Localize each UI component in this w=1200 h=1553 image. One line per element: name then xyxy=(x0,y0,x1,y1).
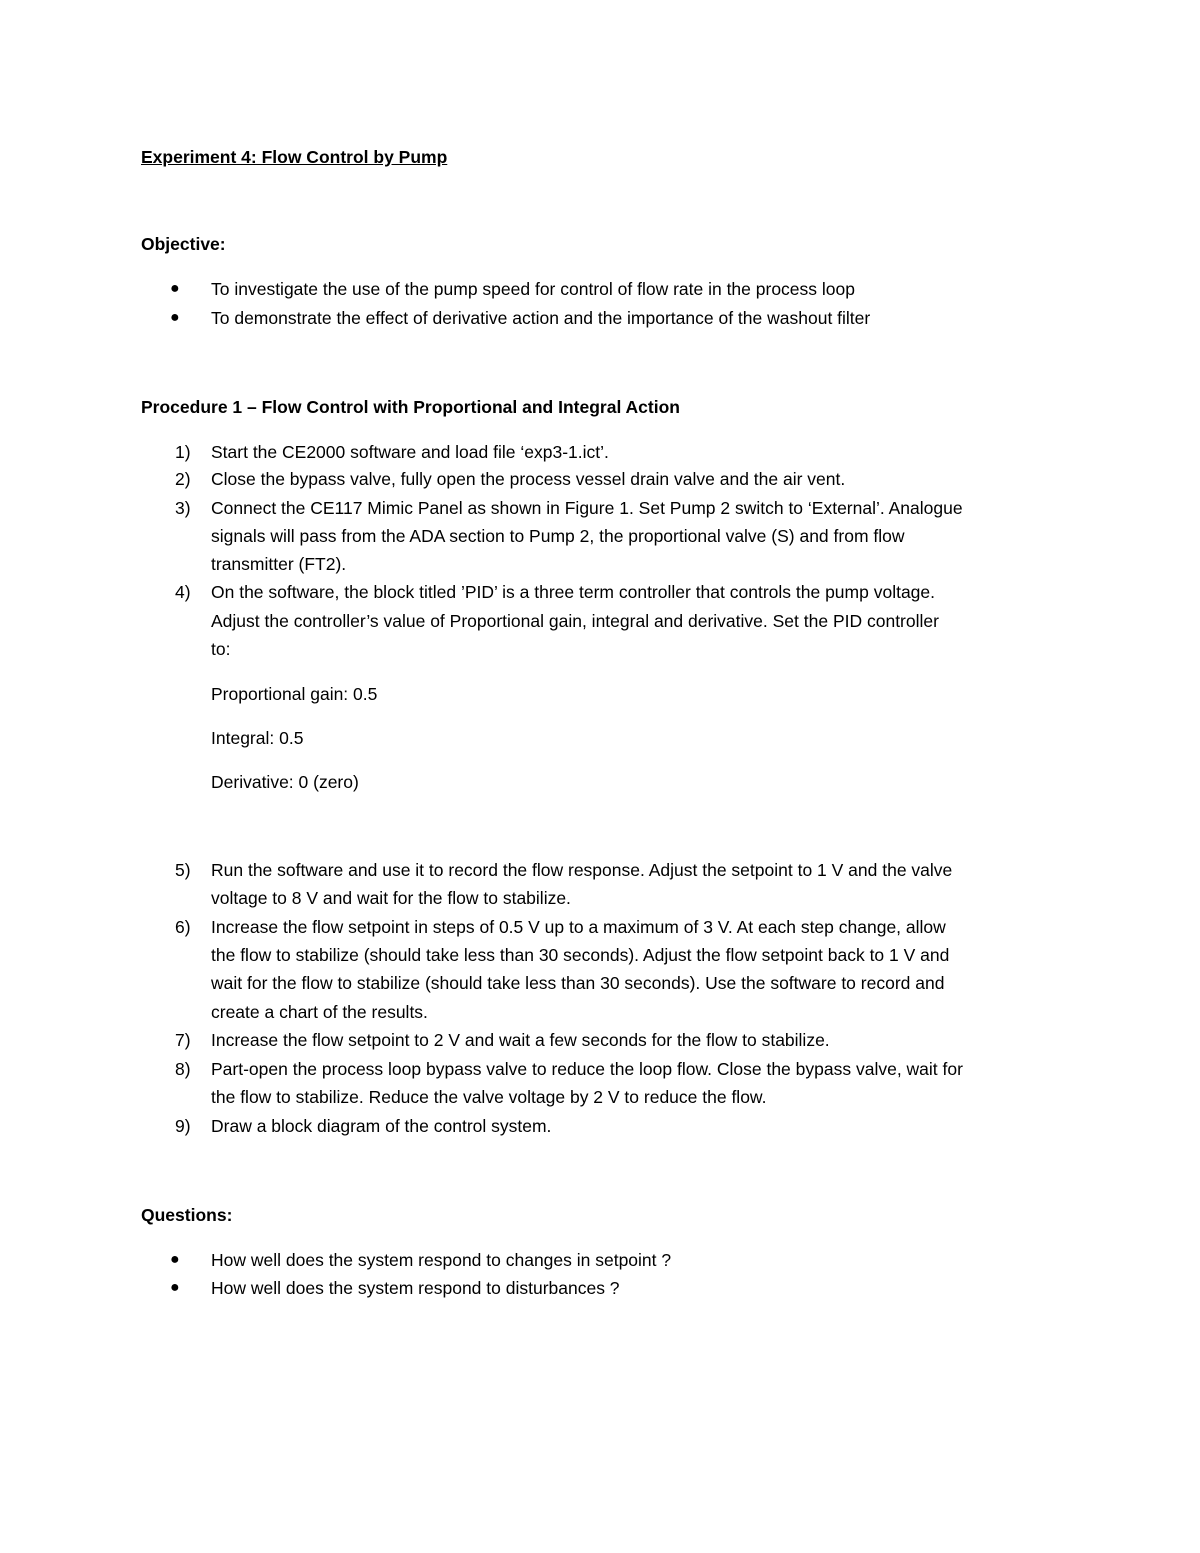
questions-heading: Questions: xyxy=(141,1205,233,1225)
step-3-line-3: transmitter (FT2). xyxy=(211,554,347,574)
setting-proportional-gain: Proportional gain: 0.5 xyxy=(211,684,378,704)
step-1-line-1: Start the CE2000 software and load file ‘exp3-1.ict’. xyxy=(211,442,609,462)
step-8-line-2: the flow to stabilize. Reduce the valve voltage by 2 V to reduce the flow. xyxy=(211,1087,767,1107)
step-4-line-1: On the software, the block titled ’PID’ is a three term controller that controls the pump voltage. xyxy=(211,582,936,602)
step-number: 9) xyxy=(175,1116,191,1136)
step-6-line-3: wait for the flow to stabilize (should take less than 30 seconds). Use the software to record and xyxy=(211,973,945,993)
setting-derivative: Derivative: 0 (zero) xyxy=(211,772,359,792)
step-3-line-1: Connect the CE117 Mimic Panel as shown in Figure 1. Set Pump 2 switch to ‘External’. Analogue xyxy=(211,498,963,518)
step-6-line-2: the flow to stabilize (should take less than 30 seconds). Adjust the flow setpoint back to 1 V and xyxy=(211,945,950,965)
bullet-icon: ● xyxy=(170,1279,180,1296)
step-2-line-1: Close the bypass valve, fully open the process vessel drain valve and the air vent. xyxy=(211,469,846,489)
step-4-line-3: to: xyxy=(211,639,231,659)
step-number: 8) xyxy=(175,1059,191,1079)
step-number: 7) xyxy=(175,1030,191,1050)
step-number: 4) xyxy=(175,582,191,602)
question-1: How well does the system respond to changes in setpoint ? xyxy=(211,1250,672,1270)
step-7-line-1: Increase the flow setpoint to 2 V and wait a few seconds for the flow to stabilize. xyxy=(211,1030,830,1050)
bullet-icon: ● xyxy=(170,1251,180,1268)
step-5-line-1: Run the software and use it to record the flow response. Adjust the setpoint to 1 V and the valve xyxy=(211,860,953,880)
step-9-line-1: Draw a block diagram of the control system. xyxy=(211,1116,552,1136)
question-2: How well does the system respond to disturbances ? xyxy=(211,1278,620,1298)
step-number: 2) xyxy=(175,469,191,489)
step-3-line-2: signals will pass from the ADA section to Pump 2, the proportional valve (S) and from flow xyxy=(211,526,905,546)
bullet-icon: ● xyxy=(170,280,180,297)
objective-bullet-1: To investigate the use of the pump speed for control of flow rate in the process loop xyxy=(211,279,855,299)
setting-integral: Integral: 0.5 xyxy=(211,728,304,748)
step-number: 3) xyxy=(175,498,191,518)
step-4-line-2: Adjust the controller’s value of Proportional gain, integral and derivative. Set the PID controller xyxy=(211,611,939,631)
step-number: 1) xyxy=(175,442,191,462)
document-title: Experiment 4: Flow Control by Pump xyxy=(141,147,448,167)
bullet-icon: ● xyxy=(170,309,180,326)
objective-heading: Objective: xyxy=(141,234,226,254)
step-8-line-1: Part-open the process loop bypass valve to reduce the loop flow. Close the bypass valve, wait for xyxy=(211,1059,963,1079)
procedure-heading: Procedure 1 – Flow Control with Proportional and Integral Action xyxy=(141,397,680,417)
step-6-line-4: create a chart of the results. xyxy=(211,1002,428,1022)
step-number: 5) xyxy=(175,860,191,880)
step-6-line-1: Increase the flow setpoint in steps of 0.5 V up to a maximum of 3 V. At each step change, allow xyxy=(211,917,946,937)
objective-bullet-2: To demonstrate the effect of derivative action and the importance of the washout filter xyxy=(211,308,871,328)
step-5-line-2: voltage to 8 V and wait for the flow to stabilize. xyxy=(211,888,571,908)
step-number: 6) xyxy=(175,917,191,937)
